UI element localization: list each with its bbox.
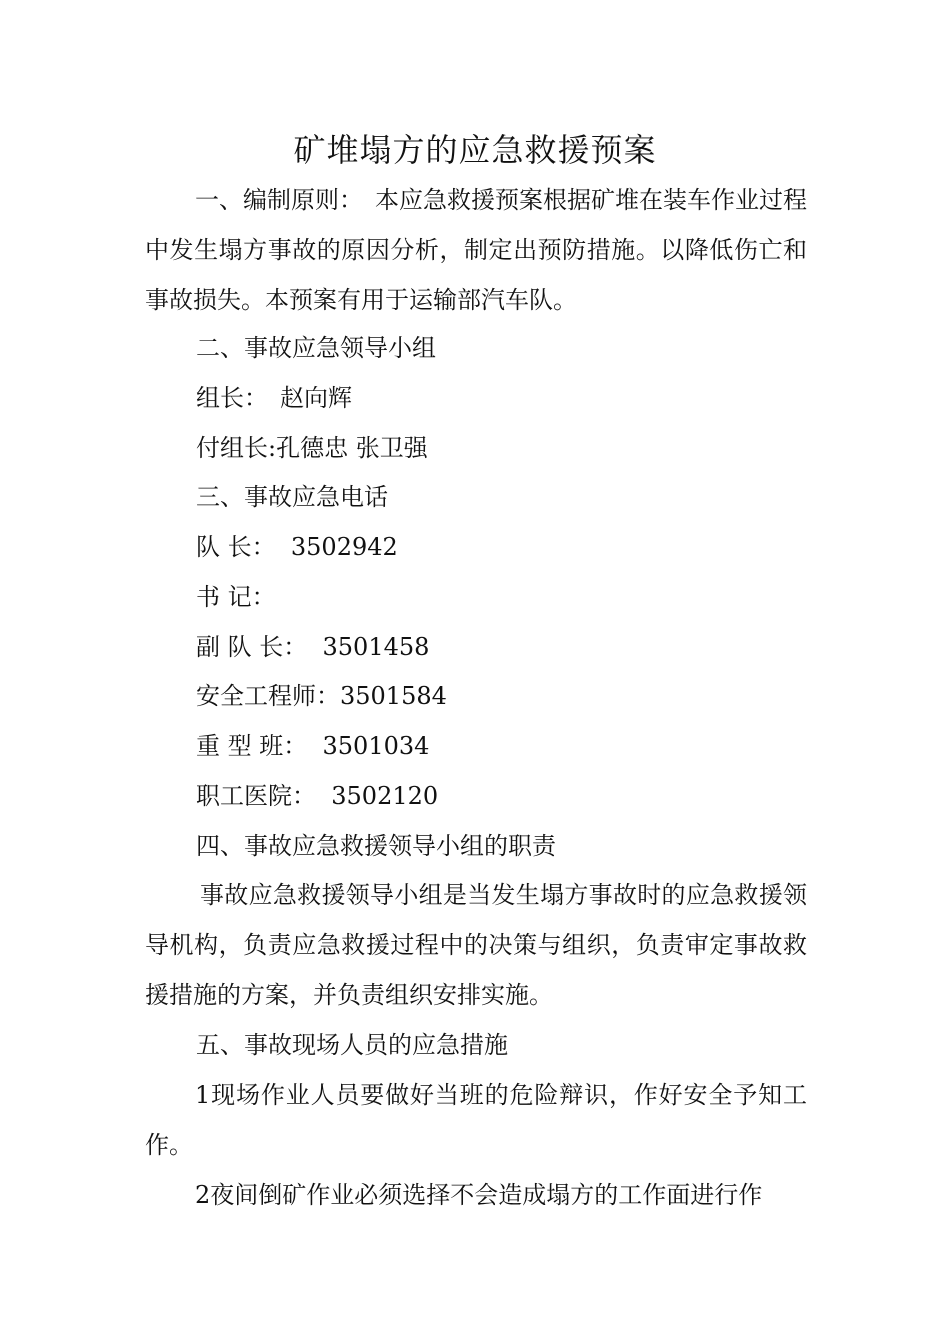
heading-emergency-phone: 三、事故应急电话 [196, 483, 388, 511]
document-title: 矿堆塌方的应急救援预案 [293, 131, 657, 169]
phone-heavy-team: 重 型 班： 3501034 [196, 732, 430, 760]
paragraph-duties: 事故应急救援领导小组是当发生塌方事故时的应急救援领导机构，负责应急救援过程中的决策与组织，负责审定事故救援措施的方案，并负责组织安排实施。 [145, 881, 807, 1009]
paragraph-measure-2: 2夜间倒矿作业必须选择不会造成塌方的工作面进行作 [195, 1181, 763, 1209]
heading-onsite-measures: 五、事故现场人员的应急措施 [196, 1031, 508, 1059]
group-leader-line: 组长： 赵向辉 [196, 384, 352, 412]
deputy-leader-line: 付组长:孔德忠 张卫强 [196, 434, 428, 462]
phone-safety-engineer: 安全工程师：3501584 [196, 682, 447, 710]
heading-leadership-group: 二、事故应急领导小组 [196, 334, 436, 362]
paragraph-measure-1: 1现场作业人员要做好当班的危险辩识，作好安全予知工作。 [145, 1081, 807, 1159]
phone-deputy-captain: 副 队 长： 3501458 [196, 633, 430, 661]
paragraph-principles: 一、编制原则： 本应急救援预案根据矿堆在装车作业过程中发生塌方事故的原因分析，制定出预防措施。以降低伤亡和事故损失。本预案有用于运输部汽车队。 [145, 186, 807, 314]
phone-staff-hospital: 职工医院： 3502120 [196, 782, 439, 810]
phone-captain: 队 长： 3502942 [196, 533, 398, 561]
phone-secretary: 书 记： [196, 583, 276, 611]
heading-duties: 四、事故应急救援领导小组的职责 [196, 832, 556, 860]
